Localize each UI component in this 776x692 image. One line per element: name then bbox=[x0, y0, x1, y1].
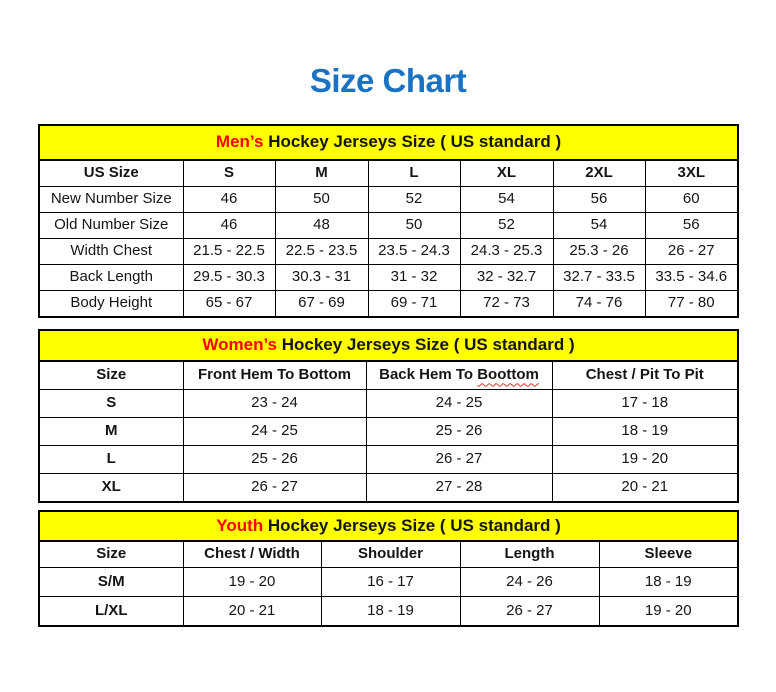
mens-size-table bbox=[38, 124, 739, 318]
column-header-cell: M bbox=[275, 160, 368, 187]
size-value-cell: 19 - 20 bbox=[552, 446, 738, 474]
size-value-cell: 72 - 73 bbox=[460, 291, 553, 318]
row-label-cell: S/M bbox=[39, 568, 183, 597]
size-value-cell: 27 - 28 bbox=[366, 474, 552, 503]
size-value-cell: 77 - 80 bbox=[645, 291, 738, 318]
column-header-cell: Front Hem To Bottom bbox=[183, 361, 366, 390]
size-value-cell: 20 - 21 bbox=[552, 474, 738, 503]
size-value-cell: 20 - 21 bbox=[183, 597, 321, 627]
size-value-cell: 18 - 19 bbox=[552, 418, 738, 446]
size-value-cell: 54 bbox=[460, 187, 553, 213]
row-label-cell: XL bbox=[39, 474, 183, 503]
size-column-header-cell: Size bbox=[39, 361, 183, 390]
page-title: Size Chart bbox=[309, 62, 467, 99]
row-label-cell: L bbox=[39, 446, 183, 474]
size-value-cell: 32.7 - 33.5 bbox=[553, 265, 645, 291]
size-value-cell: 74 - 76 bbox=[553, 291, 645, 318]
size-value-cell: 52 bbox=[368, 187, 460, 213]
size-value-cell: 22.5 - 23.5 bbox=[275, 239, 368, 265]
size-value-cell: 67 - 69 bbox=[275, 291, 368, 318]
column-header-cell: Chest / Width bbox=[183, 541, 321, 568]
table-row bbox=[39, 187, 738, 213]
row-label-cell: Width Chest bbox=[39, 239, 183, 265]
size-value-cell: 25 - 26 bbox=[366, 418, 552, 446]
column-header-cell: 2XL bbox=[553, 160, 645, 187]
size-value-cell: 24 - 25 bbox=[183, 418, 366, 446]
size-value-cell: 23.5 - 24.3 bbox=[368, 239, 460, 265]
youth-title-highlight: Youth bbox=[216, 515, 264, 535]
table-row bbox=[39, 446, 738, 474]
size-column-header-cell: Size bbox=[39, 541, 183, 568]
size-value-cell: 17 - 18 bbox=[552, 390, 738, 418]
row-label-cell: Back Length bbox=[39, 265, 183, 291]
size-value-cell: 56 bbox=[553, 187, 645, 213]
table-row bbox=[39, 239, 738, 265]
column-header-cell: Chest / Pit To Pit bbox=[552, 361, 738, 390]
size-value-cell: 26 - 27 bbox=[183, 474, 366, 503]
size-value-cell: 60 bbox=[645, 187, 738, 213]
row-label-cell: S bbox=[39, 390, 183, 418]
size-value-cell: 24.3 - 25.3 bbox=[460, 239, 553, 265]
size-value-cell: 50 bbox=[368, 213, 460, 239]
womens-size-table bbox=[38, 329, 739, 503]
mens-table-title bbox=[39, 125, 738, 160]
table-row bbox=[39, 597, 738, 627]
size-value-cell: 26 - 27 bbox=[645, 239, 738, 265]
column-header-text: Back Hem To bbox=[379, 366, 478, 384]
table-row bbox=[39, 390, 738, 418]
size-value-cell: 19 - 20 bbox=[183, 568, 321, 597]
mens-title-highlight: Men’s bbox=[215, 132, 264, 152]
size-value-cell: 26 - 27 bbox=[366, 446, 552, 474]
size-value-cell: 30.3 - 31 bbox=[275, 265, 368, 291]
womens-title-rest: Hockey Jerseys Size ( US standard ) bbox=[277, 335, 575, 355]
size-value-cell: 24 - 25 bbox=[366, 390, 552, 418]
womens-table-body bbox=[39, 390, 738, 503]
size-value-cell: 54 bbox=[553, 213, 645, 239]
womens-title-highlight: Women’s bbox=[202, 335, 277, 355]
size-value-cell: 46 bbox=[183, 187, 275, 213]
table-row bbox=[39, 213, 738, 239]
size-value-cell: 31 - 32 bbox=[368, 265, 460, 291]
size-value-cell: 33.5 - 34.6 bbox=[645, 265, 738, 291]
column-header-cell bbox=[366, 361, 552, 390]
size-value-cell: 50 bbox=[275, 187, 368, 213]
size-value-cell: 23 - 24 bbox=[183, 390, 366, 418]
size-value-cell: 65 - 67 bbox=[183, 291, 275, 318]
size-value-cell: 19 - 20 bbox=[599, 597, 738, 627]
size-value-cell: 29.5 - 30.3 bbox=[183, 265, 275, 291]
size-value-cell: 16 - 17 bbox=[321, 568, 460, 597]
table-row bbox=[39, 418, 738, 446]
size-value-cell: 18 - 19 bbox=[321, 597, 460, 627]
table-row bbox=[39, 291, 738, 318]
size-value-cell: 46 bbox=[183, 213, 275, 239]
mens-title-rest: Hockey Jerseys Size ( US standard ) bbox=[263, 132, 562, 152]
column-header-cell: Length bbox=[460, 541, 599, 568]
table-row bbox=[39, 474, 738, 503]
size-value-cell: 21.5 - 22.5 bbox=[183, 239, 275, 265]
size-value-cell: 48 bbox=[275, 213, 368, 239]
column-header-cell: S bbox=[183, 160, 275, 187]
column-header-cell: Sleeve bbox=[599, 541, 738, 568]
size-column-header-cell: US Size bbox=[39, 160, 183, 187]
column-header-cell: XL bbox=[460, 160, 553, 187]
column-header-cell: 3XL bbox=[645, 160, 738, 187]
size-value-cell: 69 - 71 bbox=[368, 291, 460, 318]
column-header-cell: Shoulder bbox=[321, 541, 460, 568]
youth-table-title-row bbox=[39, 511, 738, 541]
size-value-cell: 24 - 26 bbox=[460, 568, 599, 597]
row-label-cell: Body Height bbox=[39, 291, 183, 318]
row-label-cell: L/XL bbox=[39, 597, 183, 627]
size-value-cell: 25.3 - 26 bbox=[553, 239, 645, 265]
size-value-cell: 32 - 32.7 bbox=[460, 265, 553, 291]
mens-column-header-row bbox=[39, 160, 738, 187]
womens-table-title-row bbox=[39, 330, 738, 361]
youth-table-title bbox=[39, 511, 738, 541]
misspelled-word-squiggle: Boottom bbox=[477, 366, 539, 384]
row-label-cell: Old Number Size bbox=[39, 213, 183, 239]
youth-title-rest: Hockey Jerseys Size ( US standard ) bbox=[263, 515, 561, 535]
table-row bbox=[39, 568, 738, 597]
womens-table-title bbox=[39, 330, 738, 361]
table-row bbox=[39, 265, 738, 291]
youth-table-body bbox=[39, 568, 738, 627]
size-value-cell: 56 bbox=[645, 213, 738, 239]
youth-size-table bbox=[38, 510, 739, 627]
mens-table-title-row bbox=[39, 125, 738, 160]
youth-column-header-row bbox=[39, 541, 738, 568]
womens-column-header-row bbox=[39, 361, 738, 390]
row-label-cell: M bbox=[39, 418, 183, 446]
size-value-cell: 18 - 19 bbox=[599, 568, 738, 597]
size-value-cell: 52 bbox=[460, 213, 553, 239]
row-label-cell: New Number Size bbox=[39, 187, 183, 213]
size-value-cell: 25 - 26 bbox=[183, 446, 366, 474]
column-header-cell: L bbox=[368, 160, 460, 187]
mens-table-body bbox=[39, 187, 738, 318]
size-value-cell: 26 - 27 bbox=[460, 597, 599, 627]
